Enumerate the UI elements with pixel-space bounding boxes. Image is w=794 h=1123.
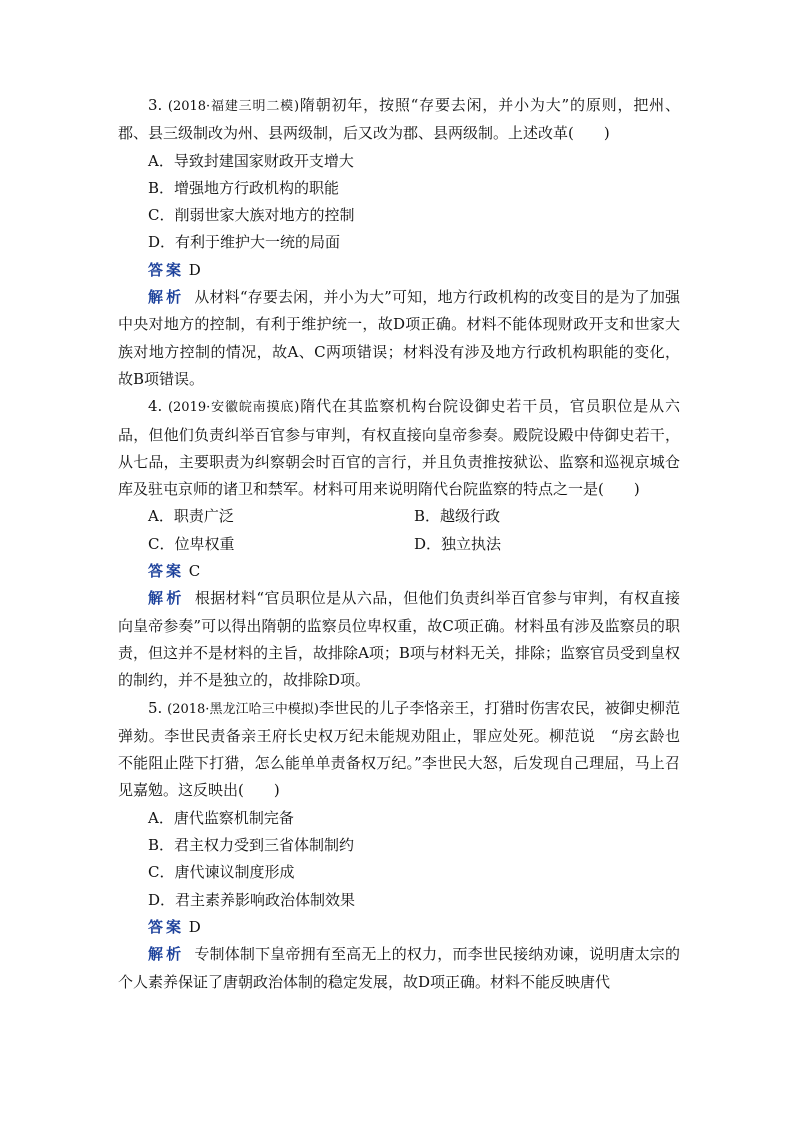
question-stem xyxy=(118,393,680,503)
analysis-text: 根据材料“官员职位是从六品，但他们负责纠举百官参与审判，有权直接向皇帝参奏”可以得出隋朝的监察员位卑权重，故C项正确。材料虽有涉及监察员的职责，但这并不是材料的主旨，故排除A项；B项与材料无关，排除；监察官员受到皇权的制约，并不是独立的，故排除D项。 xyxy=(118,589,680,690)
analysis-paragraph xyxy=(118,941,680,996)
answer-value: D xyxy=(188,917,201,936)
document-page xyxy=(118,92,680,996)
answer-line xyxy=(118,914,680,941)
question-number: 3. xyxy=(148,96,163,114)
question-text: 隋朝初年，按照“存要去闲，并小为大”的原则，把州、郡、县三级制改为州、县两级制，后又改为郡、县两级制。上述改革( ) xyxy=(118,96,680,143)
option-c: C．削弱世家大族对地方的控制 xyxy=(148,206,355,225)
analysis-label: 解析 xyxy=(148,945,185,964)
question-stem xyxy=(118,695,680,805)
question-number: 5. xyxy=(148,698,163,717)
question-number: 4. xyxy=(148,397,163,416)
question-3 xyxy=(118,92,680,393)
question-source: (2019·安徽皖南摸底) xyxy=(167,400,300,416)
option-d: D．君主素养影响政治体制效果 xyxy=(148,890,356,909)
analysis-label: 解析 xyxy=(148,589,185,608)
option-c: C．位卑权重 xyxy=(148,534,235,553)
option-d: D．独立执法 xyxy=(414,534,502,553)
option-b: B．增强地方行政机构的职能 xyxy=(148,178,340,197)
answer-label: 答案 xyxy=(148,260,185,279)
analysis-label: 解析 xyxy=(148,288,185,307)
analysis-paragraph xyxy=(118,585,680,694)
answer-value: D xyxy=(188,260,201,279)
question-4 xyxy=(118,393,680,694)
option-a: A．职责广泛 xyxy=(148,507,234,526)
answer-value: C xyxy=(188,562,201,581)
question-stem xyxy=(118,92,680,148)
answer-line xyxy=(118,558,680,585)
question-5 xyxy=(118,695,680,996)
answer-line xyxy=(118,257,680,284)
question-text: 李世民的儿子李恪亲王，打猎时伤害农民，被御史柳范弹劾。李世民责备亲王府长史权万纪未能规劝阻止，罪应处死。柳范说 “房玄龄也不能阻止陛下打猎，怎么能单单责备权万纪。”李世民大怒，后发现自己理屈，马上召见嘉勉。这反映出( ) xyxy=(118,698,680,800)
question-source: (2018·黑龙江哈三中模拟) xyxy=(167,701,319,717)
question-text: 隋代在其监察机构台院设御史若干员，官员职位是从六品，但他们负责纠举百官参与审判，有权直接向皇帝参奏。殿院设殿中侍御史若干，从七品，主要职责为纠察朝会时百官的言行，并且负责推按狱讼、监察和巡视京城仓库及驻屯京师的诸卫和禁军。材料可用来说明隋代台院监察的特点之一是( ) xyxy=(118,397,680,499)
analysis-paragraph xyxy=(118,284,680,393)
options-row-2 xyxy=(118,531,680,558)
option-b: B．越级行政 xyxy=(414,507,501,526)
options-row-1 xyxy=(118,503,680,530)
option-d: D．有利于维护大一统的局面 xyxy=(148,233,341,252)
question-source: (2018·福建三明二模) xyxy=(167,99,300,114)
analysis-text: 从材料“存要去闲，并小为大”可知，地方行政机构的改变目的是为了加强中央对地方的控制，有利于维护统一，故D项正确。材料不能体现财政开支和世家大族对地方控制的情况，故A、C两项错误；材料没有涉及地方行政机构职能的变化，故B项错误。 xyxy=(118,288,680,388)
option-b: B．君主权力受到三省体制制约 xyxy=(148,836,355,855)
answer-label: 答案 xyxy=(148,562,185,581)
option-c: C．唐代谏议制度形成 xyxy=(148,863,295,882)
option-a: A．导致封建国家财政开支增大 xyxy=(148,151,354,170)
analysis-text: 专制体制下皇帝拥有至高无上的权力，而李世民接纳劝谏，说明唐太宗的个人素养保证了唐朝政治体制的稳定发展，故D项正确。材料不能反映唐代 xyxy=(118,945,680,991)
option-a: A．唐代监察机制完备 xyxy=(148,808,294,827)
answer-label: 答案 xyxy=(148,917,185,936)
